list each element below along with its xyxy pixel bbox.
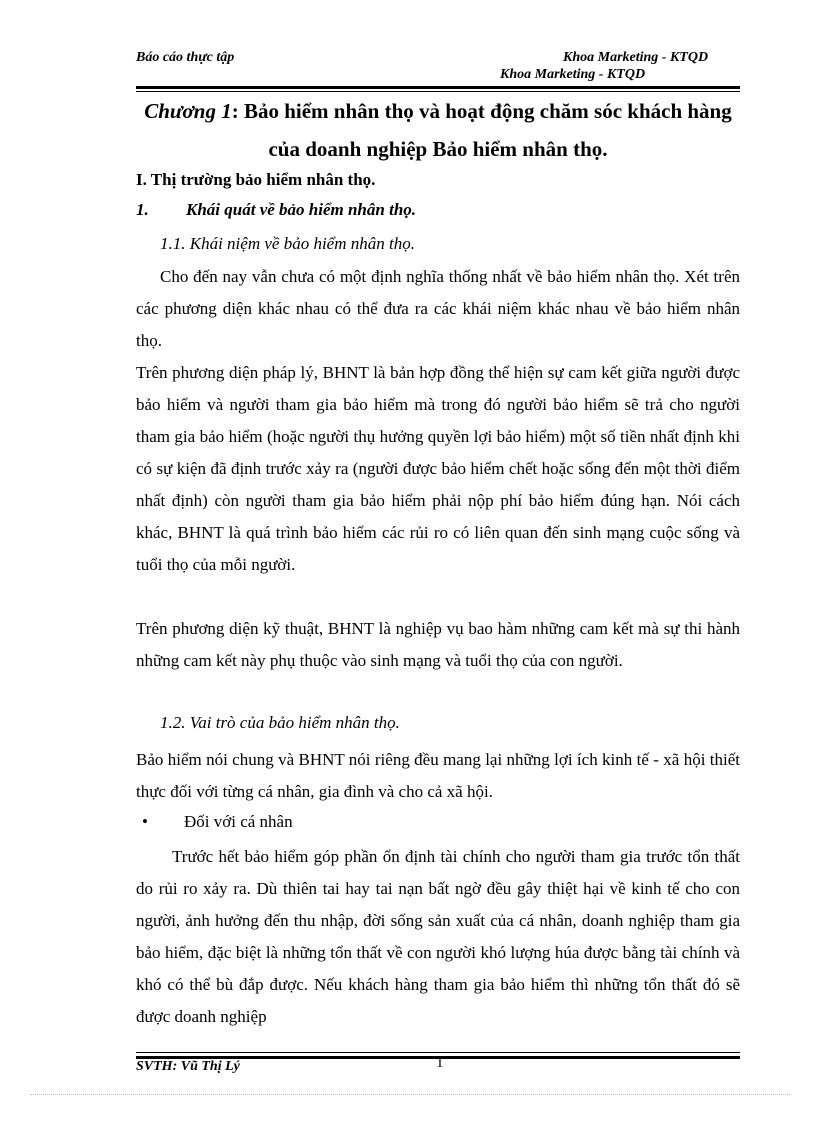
header-right-line1: Khoa Marketing - KTQD — [563, 50, 709, 65]
paragraph-role-intro: Bảo hiểm nói chung và BHNT nói riêng đều mang lại những lợi ích kinh tế - xã hội thiết thực đối với từng cá nhân, gia đình và cho cả xã hội. — [136, 750, 740, 801]
bullet-text: Đối với cá nhân — [184, 812, 293, 831]
chapter-label: Chương 1 — [144, 99, 232, 123]
subsection-number: 1. — [136, 200, 149, 219]
chapter-title-text: : Bảo hiểm nhân thọ và hoạt động chăm sóc khách hàng của doanh nghiệp Bảo hiểm nhân thọ. — [231, 99, 732, 161]
chapter-title — [136, 92, 740, 168]
page-number: 1 — [436, 1055, 444, 1071]
bullet-marker: • — [142, 812, 148, 831]
header-left: Báo cáo thực tập — [136, 50, 235, 65]
header-right-line2: Khoa Marketing - KTQD — [500, 67, 646, 82]
section-heading: I. Thị trường bảo hiểm nhân thọ. — [136, 170, 376, 189]
bullet-item — [142, 812, 293, 832]
footer-rule-thin — [136, 1052, 740, 1053]
footer-author: SVTH: Vũ Thị Lý — [136, 1059, 240, 1074]
subsubsection-1-2: 1.2. Vai trò của bảo hiểm nhân thọ. — [160, 713, 400, 732]
page-bottom-dotted-line — [30, 1094, 790, 1095]
subsubsection-1-1: 1.1. Khái niệm về bảo hiểm nhân thọ. — [160, 234, 415, 253]
paragraph-individual-benefit: Trước hết bảo hiểm góp phần ổn định tài chính cho người tham gia trước tổn thất do rủi ro xảy ra. Dù thiên tai hay tai nạn bất ngờ đều gây thiệt hại về kinh tế cho con người, ảnh hưởng đến thu nhập, đời sống sản xuất của cá nhân, doanh nghiệp tham gia bảo hiểm, đặc biệt là những tổn thất về con người khó lượng húa được bằng tài chính và khó có thể bù đắp được. Nếu khách hàng tham gia bảo hiểm thì những tổn thất đó sẽ được doanh nghiệp — [136, 847, 740, 1026]
paragraph-legal-aspect: Trên phương diện pháp lý, BHNT là bản hợp đồng thể hiện sự cam kết giữa người được bảo hiểm và người tham gia bảo hiểm mà trong đó người bảo hiểm sẽ trả cho người tham gia bảo hiểm (hoặc người thụ hưởng quyền lợi bảo hiểm) một số tiền nhất định khi có sự kiện đã định trước xảy ra (người được bảo hiểm chết hoặc sống đến một thời điểm nhất định) còn người tham gia bảo hiểm phải nộp phí bảo hiểm đúng hạn. Nói cách khác, BHNT là quá trình bảo hiểm các rủi ro có liên quan đến sinh mạng cuộc sống và tuổi thọ của mỗi người. — [136, 363, 740, 574]
subsection-title: Khái quát về bảo hiểm nhân thọ. — [186, 200, 417, 219]
header-rule-thick — [136, 86, 740, 89]
subsection-heading — [136, 200, 416, 220]
paragraph-technical-aspect: Trên phương diện kỹ thuật, BHNT là nghiệp vụ bao hàm những cam kết mà sự thi hành những cam kết này phụ thuộc vào sinh mạng và tuổi thọ của con người. — [136, 619, 740, 670]
paragraph-definition-intro: Cho đến nay vẫn chưa có một định nghĩa thống nhất về bảo hiểm nhân thọ. Xét trên các phương diện khác nhau có thể đưa ra các khái niệm khác nhau về bảo hiểm nhân thọ. — [136, 267, 740, 350]
